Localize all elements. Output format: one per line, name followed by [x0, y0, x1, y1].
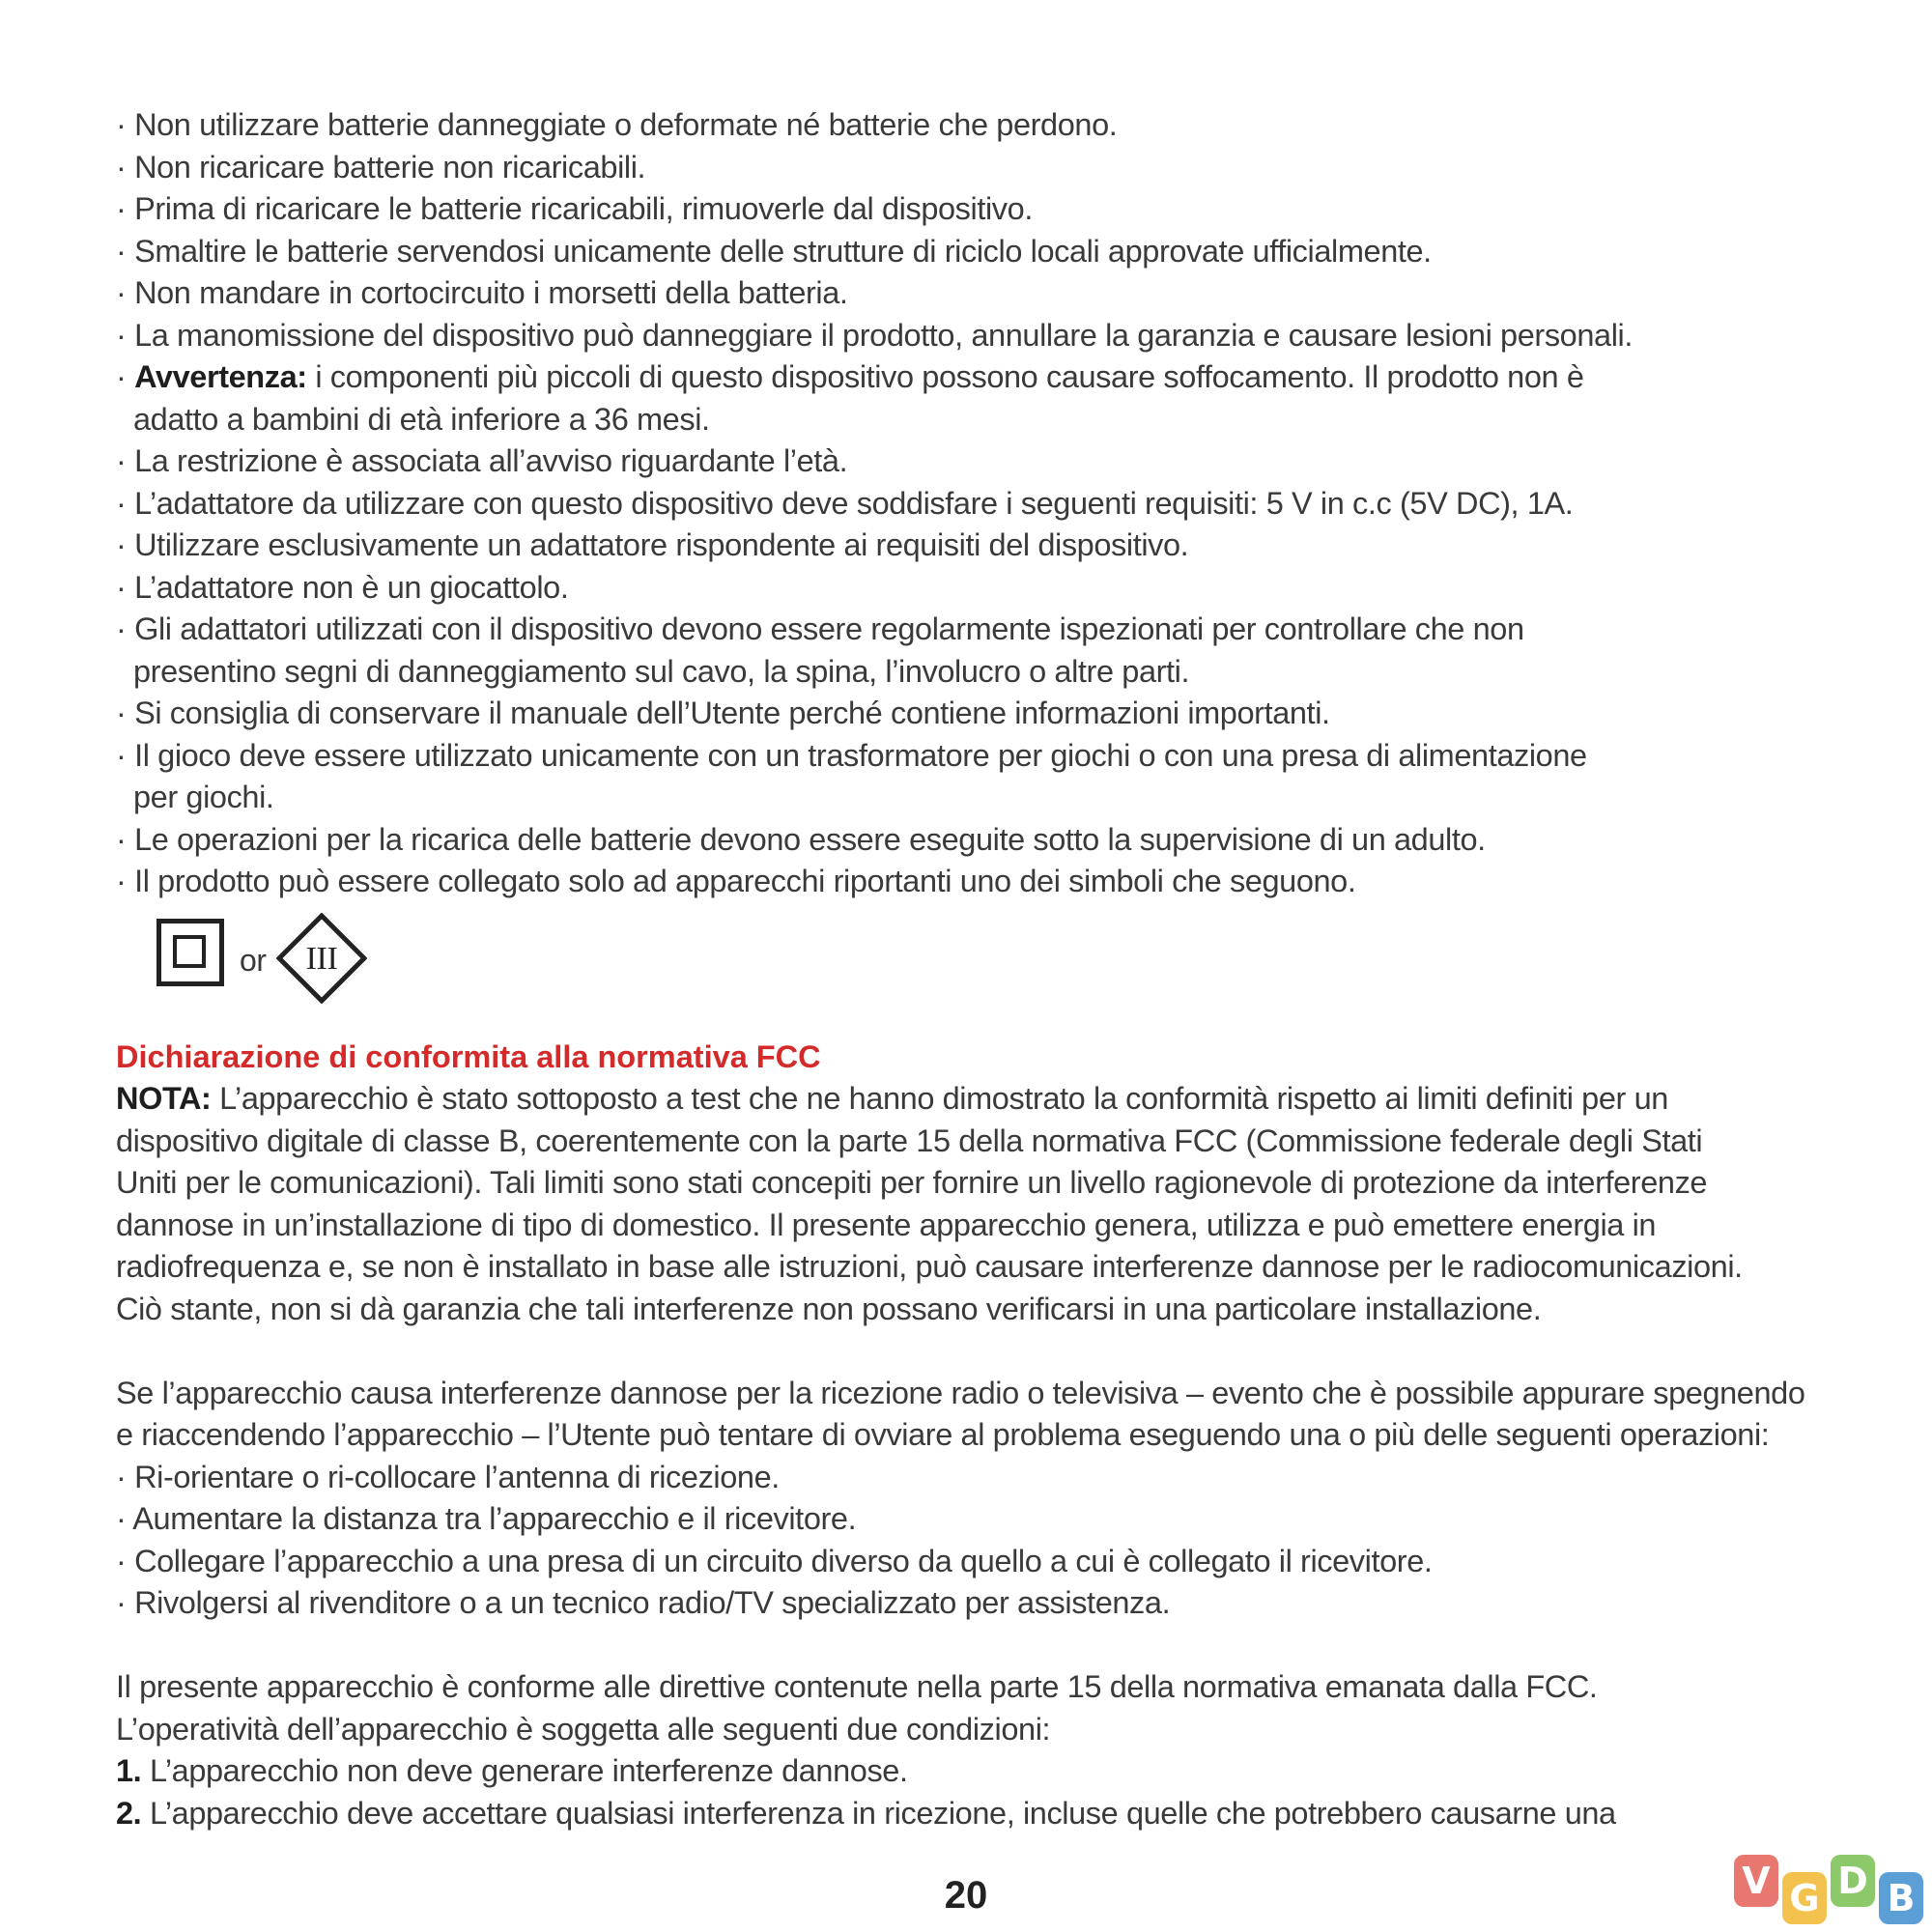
list-item — [116, 1498, 1835, 1541]
list-item-line — [116, 188, 1835, 231]
list-item-line — [116, 147, 1835, 189]
bullet-icon: · — [116, 569, 135, 605]
list-item — [116, 1457, 1835, 1499]
paragraph-line — [116, 1162, 1835, 1205]
list-item-text: Non mandare in cortocircuito i morsetti della batteria. — [134, 275, 848, 310]
list-item-text: Il gioco deve essere utilizzato unicamente con un trasformatore per giochi o con una presa di alimentazione — [134, 737, 1587, 773]
list-item-text: Collegare l’apparecchio a una presa di un circuito diverso da quello a cui è collegato il ricevitore. — [134, 1543, 1433, 1578]
paragraph-text: Uniti per le comunicazioni). Tali limiti sono stati concepiti per fornire un livello ragionevole di protezione da interferenze — [116, 1165, 1708, 1200]
list-item-text: i componenti più piccoli di questo dispositivo possono causare soffocamento. Il prodotto non è — [306, 359, 1584, 394]
fcc-nota-paragraph — [116, 1078, 1835, 1330]
symbols-or-text: or — [240, 942, 267, 978]
paragraph-line: Se l’apparecchio causa interferenze dannose per la ricezione radio o televisiva – evento che è possibile appurare spegnendo — [116, 1375, 1805, 1410]
list-item-line — [116, 567, 1835, 610]
watermark-letter: B — [1879, 1872, 1923, 1924]
list-item-line — [116, 651, 1835, 694]
condition-text: L’apparecchio deve accettare qualsiasi interferenza in ricezione, incluse quelle che potrebbero causarne una — [141, 1795, 1616, 1831]
list-item-line — [116, 819, 1835, 862]
paragraph-line — [116, 1246, 1835, 1289]
bullet-icon: · — [116, 359, 135, 394]
double-insulation-symbol-icon — [156, 919, 224, 986]
list-item-line — [116, 315, 1835, 357]
fcc-interference-paragraph — [116, 1373, 1835, 1457]
list-item-line — [116, 735, 1835, 778]
list-item-line — [116, 777, 1835, 819]
list-item-line — [116, 356, 1835, 399]
list-item-text: Non ricaricare batterie non ricaricabili. — [134, 149, 646, 185]
class-three-symbol-icon — [276, 913, 367, 1004]
list-item-text: La restrizione è associata all’avviso riguardante l’età. — [134, 443, 848, 478]
list-item — [116, 1582, 1835, 1625]
list-item-text: Si consiglia di conservare il manuale dell’Utente perché contiene informazioni importanti. — [134, 696, 1330, 730]
bullet-icon: · — [116, 1585, 135, 1620]
paragraph-text: dispositivo digitale di classe B, coerentemente con la parte 15 della normativa FCC (Commissione federale degli Stati — [116, 1122, 1703, 1158]
paragraph-line — [116, 1121, 1835, 1163]
fcc-conditions-list — [116, 1750, 1835, 1834]
list-item-line — [116, 399, 1835, 441]
bullet-icon: · — [116, 443, 135, 478]
list-item-text: presentino segni di danneggiamento sul cavo, la spina, l’involucro o altre parti. — [133, 653, 1190, 689]
list-item-line — [116, 272, 1835, 315]
power-symbols — [135, 909, 1835, 1025]
paragraph-line: L’operatività dell’apparecchio è soggetta alle seguenti due condizioni: — [116, 1711, 1051, 1747]
list-item-line — [116, 693, 1835, 735]
bullet-icon: · — [116, 737, 135, 773]
paragraph-text: Ciò stante, non si dà garanzia che tali interferenze non possano verificarsi in una particolare installazione. — [116, 1291, 1542, 1326]
nota-label: NOTA: — [116, 1081, 212, 1116]
bullet-icon: · — [116, 864, 135, 898]
list-item-text: Utilizzare esclusivamente un adattatore rispondente ai requisiti del dispositivo. — [134, 527, 1189, 562]
fcc-heading: Dichiarazione di conformita alla normativa FCC — [116, 1038, 821, 1074]
paragraph-text: dannose in un’installazione di tipo di domestico. Il presente apparecchio genera, utilizza e può emettere energia in — [116, 1207, 1657, 1242]
page-content — [116, 104, 1835, 1834]
warning-label: Avvertenza: — [134, 359, 307, 394]
list-item-text: Ri-orientare o ri-collocare l’antenna di ricezione. — [134, 1459, 780, 1494]
list-item-text: per giochi. — [133, 780, 274, 814]
list-item-line — [116, 104, 1835, 147]
condition-item — [116, 1750, 1835, 1793]
condition-text: L’apparecchio non deve generare interferenze dannose. — [141, 1753, 908, 1788]
paragraph-text: radiofrequenza e, se non è installato in base alle istruzioni, può causare interferenze dannose per le radiocomunicazioni. — [116, 1249, 1743, 1284]
bullet-icon: · — [116, 317, 135, 353]
bullet-icon: · — [116, 527, 135, 562]
list-item-text: Il prodotto può essere collegato solo ad apparecchi riportanti uno dei simboli che seguono. — [134, 864, 1356, 898]
paragraph-line: Il presente apparecchio è conforme alle direttive contenute nella parte 15 della normativa emanata dalla FCC. — [116, 1669, 1598, 1704]
bullet-icon: · — [116, 485, 135, 521]
condition-number: 2. — [116, 1795, 142, 1831]
paragraph-line: e riaccendendo l’apparecchio – l’Utente può tentare di ovviare al problema eseguendo una o più delle seguenti operazioni: — [116, 1417, 1770, 1452]
list-item-text: L’adattatore non è un giocattolo. — [134, 569, 569, 605]
condition-item — [116, 1793, 1835, 1835]
list-item-text: adatto a bambini di età inferiore a 36 mesi. — [133, 401, 710, 437]
bullet-icon: · — [116, 107, 135, 142]
bullet-icon: · — [116, 233, 135, 269]
list-item-text: Le operazioni per la ricarica delle batterie devono essere eseguite sotto la supervisione di un adulto. — [134, 821, 1486, 857]
paragraph-line — [116, 1078, 1835, 1121]
list-item-text: Gli adattatori utilizzati con il dispositivo devono essere regolarmente ispezionati per controllare che non — [134, 611, 1524, 646]
watermark-letter: D — [1831, 1855, 1875, 1907]
list-item-line — [116, 231, 1835, 273]
fcc-measures-list — [116, 1457, 1835, 1625]
class-three-label: III — [305, 940, 338, 977]
bullet-icon: · — [116, 821, 135, 857]
bullet-icon: · — [116, 1459, 135, 1494]
list-item — [116, 1541, 1835, 1583]
bullet-icon: · — [116, 611, 135, 646]
paragraph-text: L’apparecchio è stato sottoposto a test che ne hanno dimostrato la conformità rispetto ai limiti definiti per un — [211, 1081, 1668, 1116]
list-item-text: Prima di ricaricare le batterie ricaricabili, rimuoverle dal dispositivo. — [134, 191, 1033, 226]
list-item-text: La manomissione del dispositivo può danneggiare il prodotto, annullare la garanzia e causare lesioni personali. — [134, 317, 1633, 353]
list-item-line — [116, 440, 1835, 483]
watermark-letter: G — [1782, 1872, 1827, 1924]
list-item-text: Smaltire le batterie servendosi unicamente delle strutture di riciclo locali approvate ufficialmente. — [134, 233, 1432, 269]
bullet-icon: · — [116, 191, 135, 226]
bullet-icon: · — [116, 149, 135, 185]
safety-instructions-list — [116, 104, 1835, 903]
list-item-text: Aumentare la distanza tra l’apparecchio e il ricevitore. — [132, 1501, 857, 1536]
vgdb-watermark-logo — [1734, 1855, 1932, 1932]
list-item-line — [116, 525, 1835, 567]
bullet-icon: · — [116, 696, 135, 730]
paragraph-line — [116, 1205, 1835, 1247]
list-item-line — [116, 861, 1835, 903]
fcc-compliance-paragraph — [116, 1666, 1835, 1750]
bullet-icon: · — [116, 275, 135, 310]
list-item-text: L’adattatore da utilizzare con questo dispositivo deve soddisfare i seguenti requisiti: 5 V in c.c (5V DC), 1A. — [134, 485, 1574, 521]
list-item-text: Rivolgersi al rivenditore o a un tecnico radio/TV specializzato per assistenza. — [134, 1585, 1171, 1620]
watermark-letter: V — [1734, 1855, 1778, 1907]
list-item-line — [116, 483, 1835, 526]
paragraph-line — [116, 1289, 1835, 1331]
bullet-icon: · — [116, 1501, 133, 1536]
condition-number: 1. — [116, 1753, 142, 1788]
page-number: 20 — [944, 1874, 988, 1917]
list-item-line — [116, 609, 1835, 651]
bullet-icon: · — [116, 1543, 135, 1578]
list-item-text: Non utilizzare batterie danneggiate o deformate né batterie che perdono. — [134, 107, 1118, 142]
